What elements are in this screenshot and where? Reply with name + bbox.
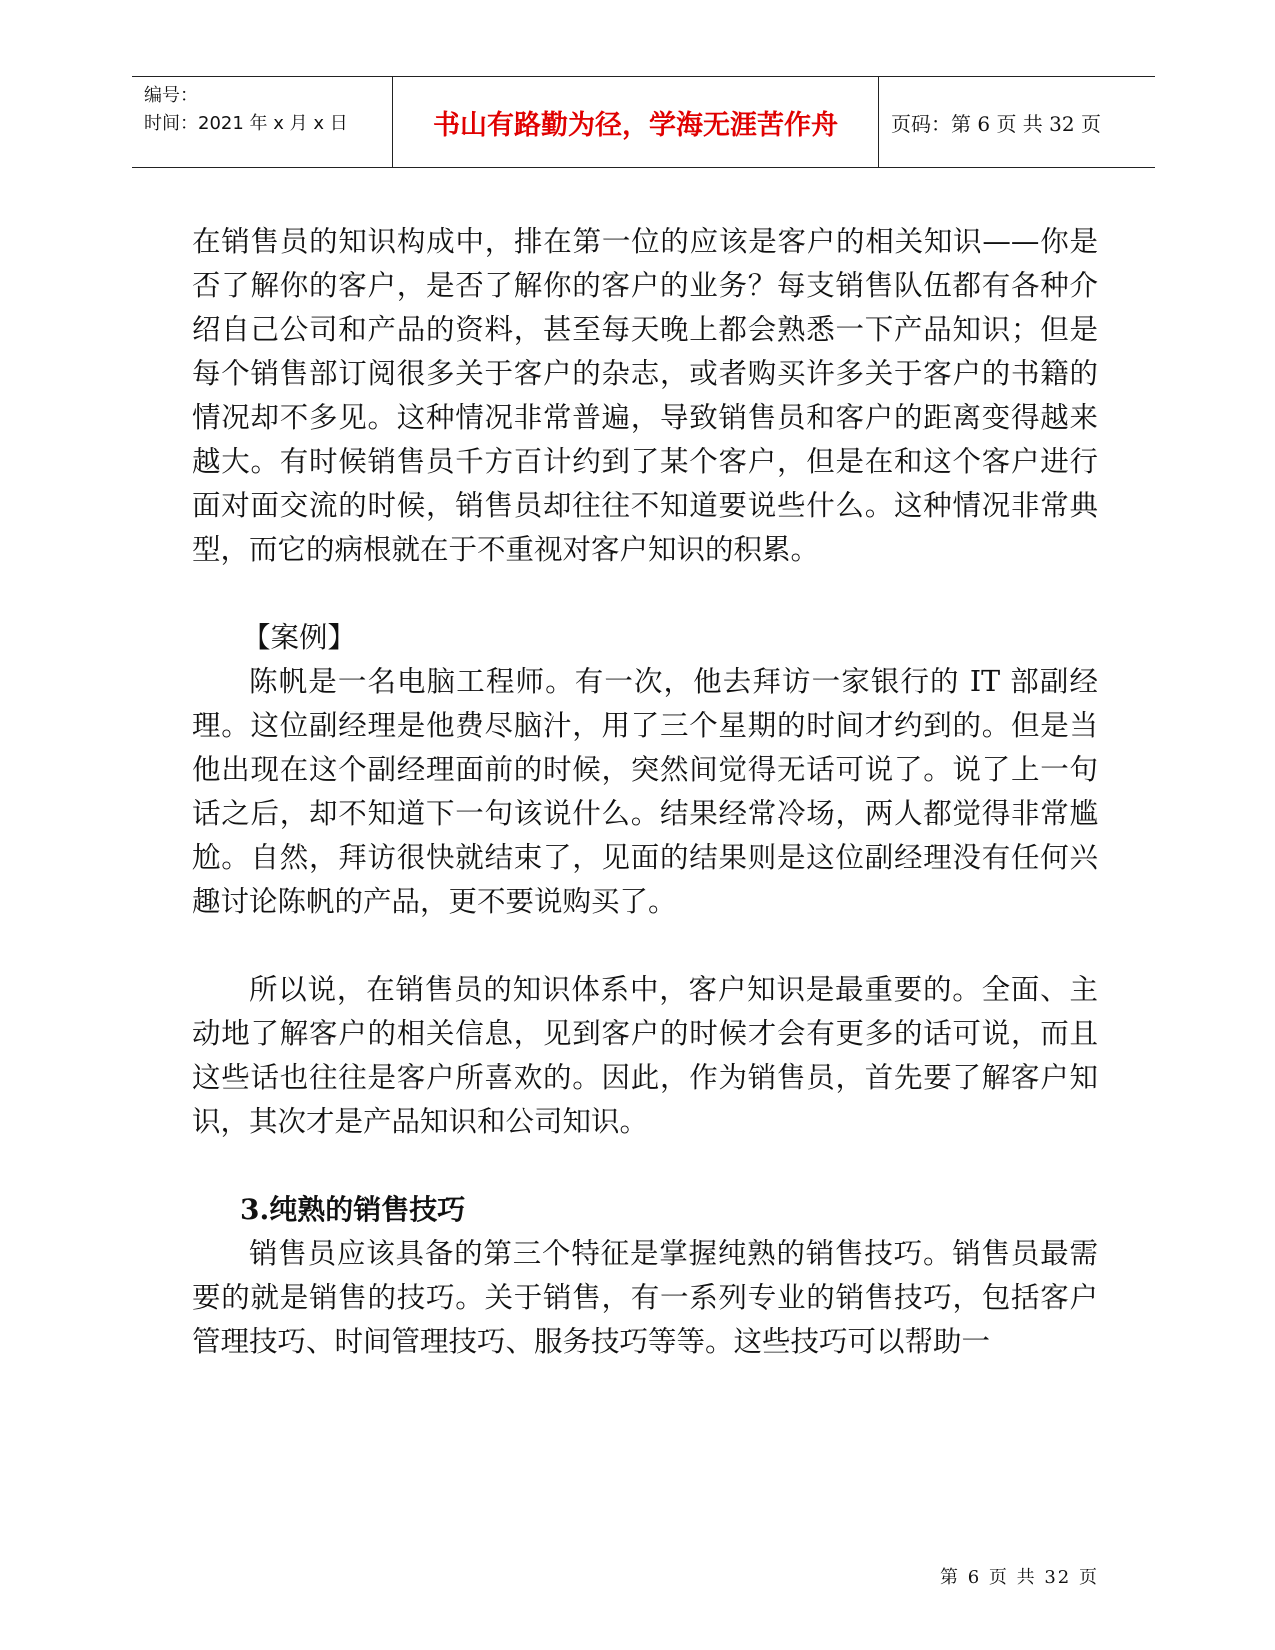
header-motto: 书山有路勤为径，学海无涯苦作舟 <box>393 77 879 167</box>
serial-label: 编号： <box>144 85 198 106</box>
page-footer: 第 6 页 共 32 页 <box>940 1567 1099 1588</box>
paragraph-conclusion: 所以说，在销售员的知识体系中，客户知识是最重要的。全面、主动地了解客户的相关信息，见到客户的时候才会有更多的话可说，而且这些话也往往是客户所喜欢的。因此，作为销售员，首先要了解客户知识，其次才是产品知识和公司知识。 <box>192 973 1098 1138</box>
paragraph-sales-skills: 销售员应该具备的第三个特征是掌握纯熟的销售技巧。销售员最需要的就是销售的技巧。关于销售，有一系列专业的销售技巧，包括客户管理技巧、时间管理技巧、服务技巧等等。这些技巧可以帮助一 <box>192 1237 1098 1358</box>
case-label: 【案例】 <box>242 621 357 654</box>
document-body <box>192 220 1098 1364</box>
page-header <box>132 76 1155 168</box>
paragraph-customer-knowledge: 在销售员的知识构成中，排在第一位的应该是客户的相关知识——你是否了解你的客户，是否了解你的客户的业务？每支销售队伍都有各种介绍自己公司和产品的资料，甚至每天晚上都会熟悉一下产品知识；但是每个销售部订阅很多关于客户的杂志，或者购买许多关于客户的书籍的情况却不多见。这种情况非常普遍，导致销售员和客户的距离变得越来越大。有时候销售员千方百计约到了某个客户，但是在和这个客户进行面对面交流的时候，销售员却往往不知道要说些什么。这种情况非常典型，而它的病根就在于不重视对客户知识的积累。 <box>192 225 1098 566</box>
header-info-cell <box>132 77 393 167</box>
header-page-code: 页码：第 6 页 共 32 页 <box>891 111 1101 136</box>
section-title: 3.纯熟的销售技巧 <box>240 1193 466 1226</box>
paragraph-case: 陈帆是一名电脑工程师。有一次，他去拜访一家银行的 IT 部副经理。这位副经理是他费尽脑汁，用了三个星期的时间才约到的。但是当他出现在这个副经理面前的时候，突然间觉得无话可说了。说了上一句话之后，却不知道下一句该说什么。结果经常冷场，两人都觉得非常尴尬。自然，拜访很快就结束了，见面的结果则是这位副经理没有任何兴趣讨论陈帆的产品，更不要说购买了。 <box>192 665 1098 918</box>
time-label: 时间：2021 年 x 月 x 日 <box>144 113 348 134</box>
